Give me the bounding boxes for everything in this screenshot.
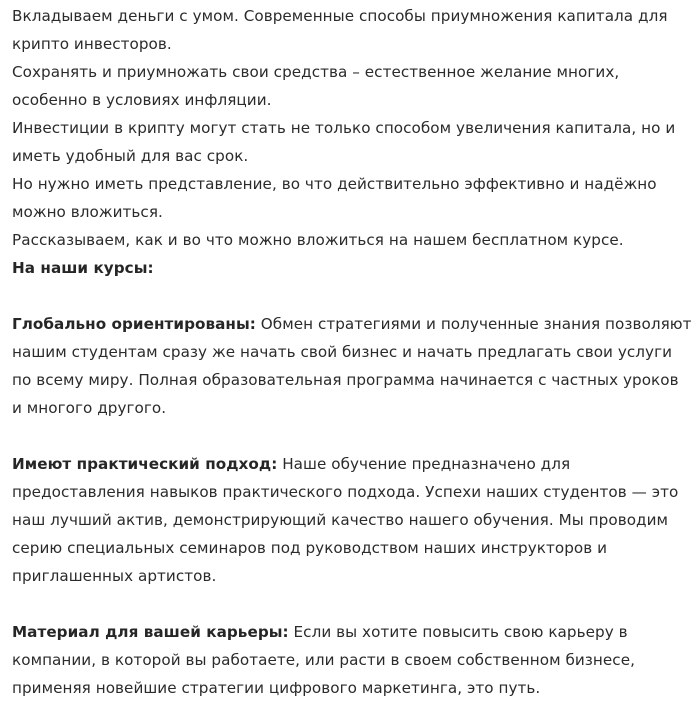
feature-career-title: Материал для вашей карьеры:: [12, 623, 289, 641]
paragraph-spacer: [12, 282, 692, 310]
courses-heading: [12, 254, 692, 282]
feature-career: [12, 618, 692, 702]
feature-practical-text: Наше обучение предназначено для предоставления навыков практического подхода. Успехи наших студентов — это наш лучший актив, демонстрирующий качество нашего обучения. Мы проводим серию специальных семинаров под руководством наших инструкторов и приглашенных артистов.: [12, 455, 679, 585]
feature-practical: [12, 450, 692, 590]
intro-line-3: Инвестиции в крипту могут стать не только способом увеличения капитала, но и иметь удобный для вас срок.: [12, 119, 676, 165]
intro-line-4: Но нужно иметь представление, во что действительно эффективно и надёжно можно вложиться.: [12, 175, 657, 221]
feature-global-text: Обмен стратегиями и полученные знания позволяют нашим студентам сразу же начать свой бизнес и начать предлагать свои услуги по всему миру. Полная образовательная программа начинается с частных уроков и многого другого.: [12, 315, 692, 417]
feature-global: [12, 310, 692, 422]
feature-career-text: Если вы хотите повысить свою карьеру в компании, в которой вы работаете, или расти в своем собственном бизнесе, применяя новейшие стратегии цифрового маркетинга, это путь.: [12, 623, 635, 697]
feature-global-title: Глобально ориентированы:: [12, 315, 256, 333]
intro-line-1: Вкладываем деньги с умом. Современные способы приумножения капитала для крипто инвесторов.: [12, 7, 668, 53]
intro-line-5: Рассказываем, как и во что можно вложиться на нашем бесплатном курсе.: [12, 231, 624, 249]
courses-heading-text: На наши курсы:: [12, 259, 154, 277]
feature-practical-title: Имеют практический подход:: [12, 455, 278, 473]
paragraph-spacer: [12, 590, 692, 618]
paragraph-spacer: [12, 422, 692, 450]
intro-line-2: Сохранять и приумножать свои средства – естественное желание многих, особенно в условиях инфляции.: [12, 63, 620, 109]
